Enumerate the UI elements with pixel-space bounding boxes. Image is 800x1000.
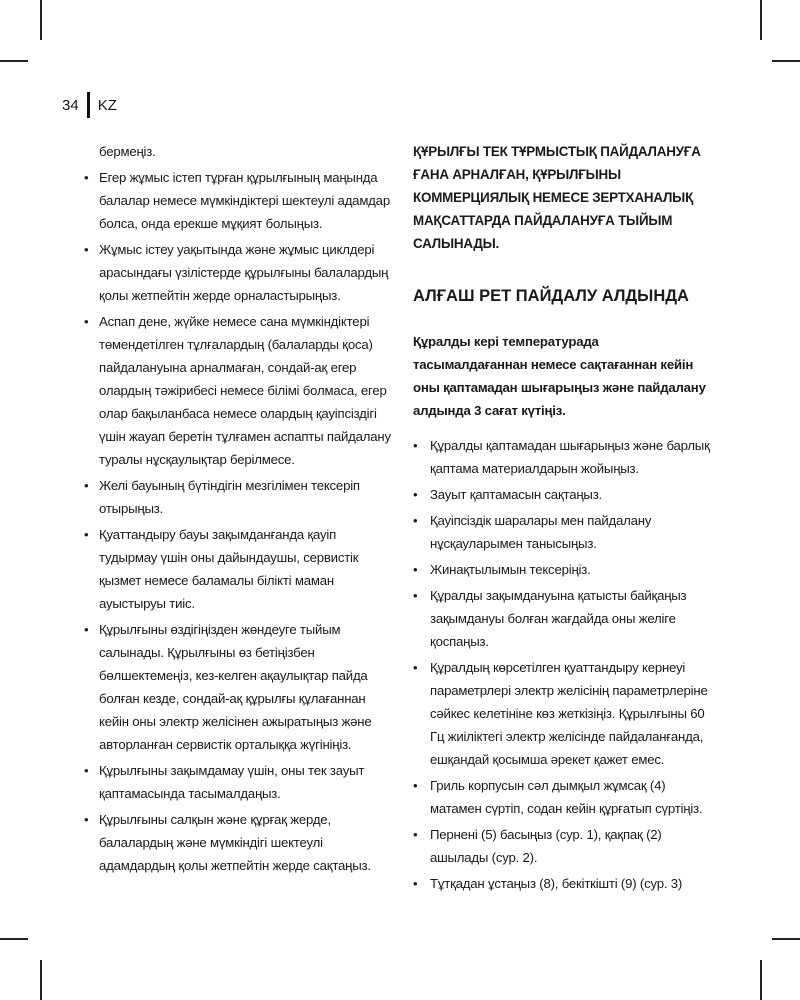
list-item: • Желі бауының бүтіндігін мезгілімен тексеріп отырыңыз. — [84, 474, 394, 520]
household-use-warning: ҚҰРЫЛҒЫ ТЕК ТҰРМЫСТЫҚ ПАЙДАЛАНУҒА ҒАНА АРНАЛҒАН, ҚҰРЫЛҒЫНЫ КОММЕРЦИЯЛЫҚ НЕМЕСЕ ЗЕРТХАНАЛЫҚ МАҚСАТТАРДА ПАЙДАЛАНУҒА ТЫЙЫМ САЛЫНАДЫ. — [413, 144, 701, 251]
list-item: • Пернені (5) басыңыз (сур. 1), қақпақ (2) ашылады (сур. 2). — [413, 823, 713, 869]
list-item: • Гриль корпусын сәл дымқыл жұмсақ (4) матамен сүртіп, содан кейін құрғатып сүртіңіз. — [413, 774, 713, 820]
list-item: • Зауыт қаптамасын сақтаңыз. — [413, 483, 713, 506]
section-intro: Құралды кері температурада тасымалдағаннан немесе сақтағаннан кейін оны қаптамадан шығарыңыз және пайдалану алдында 3 сағат күтіңіз. — [413, 334, 706, 418]
list-item: • Құрылғыны өздігіңізден жөндеуге тыйым салынады. Құрылғыны өз бетіңізбен бөлшектемеңіз, кез-келген ақаулықтар пайда болған кезде, сондай-ақ құрылғы құлағаннан кейін оны электр желісінен ажыратыңыз және авторланған сервистік орталыққа жүгініңіз. — [84, 618, 394, 756]
list-item: • Аспап дене, жүйке немесе сана мүмкіндіктері төмендетілген тұлғалардың (балаларды қоса) пайдалануына арналмаған, сондай-ақ егер олардың тәжірибесі немесе білімі болмаса, егер олар бақыланбаса немесе олардың қауіпсіздігі үшін жауап беретін тұлғамен аспапты пайдалану туралы нұсқаулықтар берілмесе. — [84, 310, 394, 471]
crop-mark — [40, 0, 42, 40]
left-column — [84, 140, 394, 880]
list-item: • Құралдың көрсетілген қуаттандыру кернеуі параметрлері электр желісінің параметрлеріне сәйкес келетініне көз жеткізіңіз. Құрылғыны 60 Гц жиіліктегі электр желісінде пайдаланғанда, ешқандай қосымша әрекет қажет емес. — [413, 656, 713, 771]
crop-mark — [772, 60, 800, 62]
list-item: • Тұтқадан ұстаңыз (8), бекіткішті (9) (сур. 3) — [413, 872, 713, 895]
list-item: • Құралды зақымдануына қатысты байқаңыз зақымдануы болған жағдайда оны желіге қоспаңыз. — [413, 584, 713, 653]
list-item: • Құрылғыны салқын және құрғақ жерде, балалардың және мүмкіндігі шектеулі адамдардың қолы жетпейтін жерде сақтаңыз. — [84, 808, 394, 877]
continuation-text: бермеңіз. — [99, 144, 156, 159]
list-item: • Құрылғыны зақымдамау үшін, оны тек зауыт қаптамасында тасымалдаңыз. — [84, 759, 394, 805]
section-title: АЛҒАШ РЕТ ПАЙДАЛУ АЛДЫНДА — [413, 287, 689, 305]
crop-mark — [0, 60, 28, 62]
language-code: KZ — [97, 96, 117, 114]
list-item: • Жинақтылымын тексеріңіз. — [413, 558, 713, 581]
list-item: • Құралды қаптамадан шығарыңыз және барлық қаптама материалдарын жойыңыз. — [413, 434, 713, 480]
page-header — [62, 92, 117, 118]
crop-mark — [760, 0, 762, 40]
crop-mark — [760, 960, 762, 1000]
list-item: • Егер жұмыс істеп тұрған құрылғының маңында балалар немесе мүмкіндіктері шектеулі адамдар болса, онда ерекше мұқият болыңыз. — [84, 166, 394, 235]
list-item: • Қуаттандыру бауы зақымданғанда қауіп тудырмау үшін оны дайындаушы, сервистік қызмет немесе баламалы білікті маман ауыстыруы тиіс. — [84, 523, 394, 615]
list-item: • Қауіпсіздік шаралары мен пайдалану нұсқауларымен танысыңыз. — [413, 509, 713, 555]
page-number: 34 — [62, 96, 79, 114]
list-item: • Жұмыс істеу уақытында және жұмыс циклдері арасындағы үзілістерде құрылғыны балалардың қолы жетпейтін жерде орналастырыңыз. — [84, 238, 394, 307]
right-column — [413, 140, 713, 898]
first-use-list — [413, 434, 713, 895]
crop-mark — [772, 938, 800, 940]
safety-list — [84, 166, 394, 877]
crop-mark — [0, 938, 28, 940]
crop-mark — [40, 960, 42, 1000]
